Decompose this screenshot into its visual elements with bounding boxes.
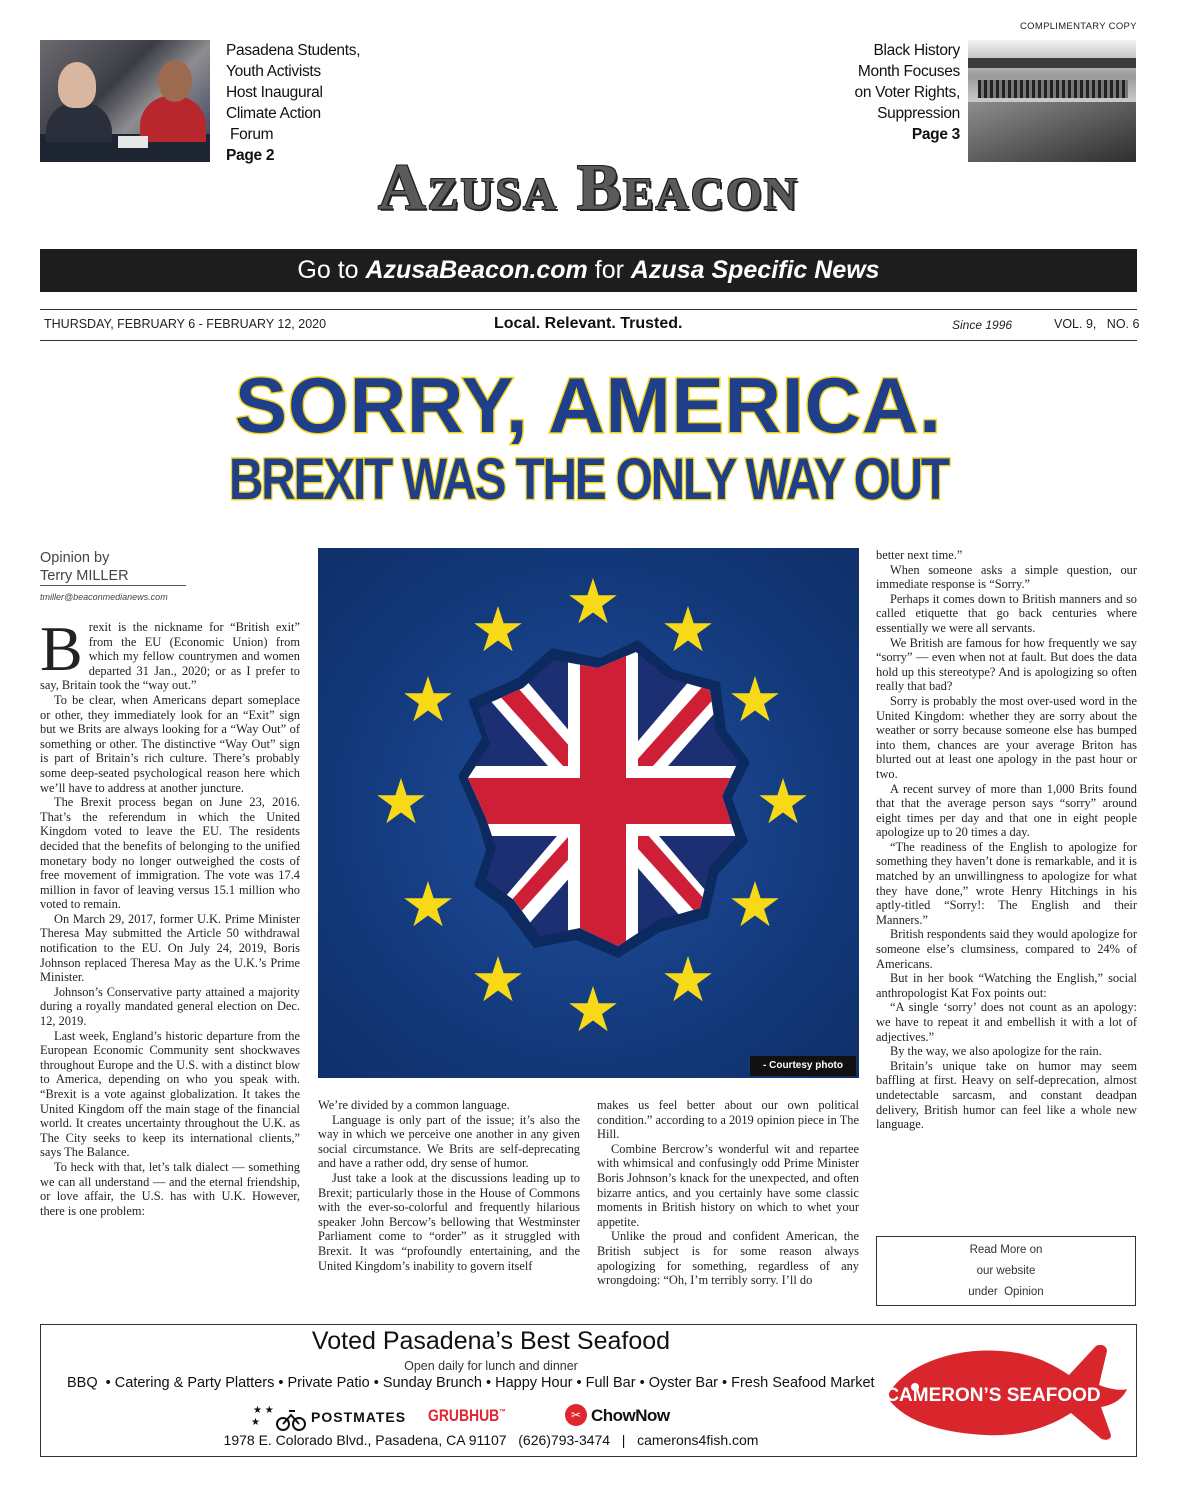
article-paragraph: The Brexit process began on June 23, 2016. That’s the referendum in which the United Kingdom voted to leave the EU. The residents decided that the benefits of belonging to the unified monetary body no longer outweighed the costs of free movement of immigration. The vote was 17.4 million in favor of leaving versus 15.1 million who voted to remain. (40, 795, 300, 912)
teaser-line: Pasadena Students, (226, 42, 361, 59)
teaser-page-link[interactable]: Page 3 (911, 126, 960, 143)
article-paragraph: Language is only part of the issue; it’s also the way in which we perceive one another in any given social circumstance. We Brits are self-deprecating and have a rather odd, dry sense of humor. (318, 1112, 580, 1171)
banner-middle: for (587, 256, 631, 284)
article-paragraph: Brexit is the nickname for “British exit” from the EU (Economic Union) from which my fellow countrymen and women departed 31 Jan., 2020; or as I prefer to say, Britain took the “way out.” (40, 613, 300, 693)
eu-flag-photo[interactable] (318, 548, 859, 1078)
teaser-climate-forum[interactable] (226, 40, 386, 166)
article-column-1 (40, 613, 300, 1218)
motto: Local. Relevant. Trusted. (494, 315, 683, 332)
grubhub-logo: GRUBHUB™ (428, 1406, 506, 1425)
voter-rights-photo[interactable] (968, 40, 1136, 162)
since-year: Since 1996 (952, 318, 1013, 332)
article-paragraph: Johnson’s Conservative party attained a majority during a royally mandated general election on Dec. 12, 2019. (40, 984, 300, 1029)
byline-label: Opinion by (40, 550, 110, 566)
article-paragraph: By the way, we also apologize for the rain. (890, 1044, 1102, 1059)
postmates-icon (251, 1403, 311, 1433)
ad-address: 1978 E. Colorado Blvd., Pasadena, CA 91107 (626)793-3474 | camerons4fish.com (223, 1432, 759, 1448)
article-paragraph: makes us feel better about our own political condition.” according to a 2019 opinion piece in The Hill. (597, 1098, 859, 1142)
article-paragraph: Perhaps it comes down to British manners and so called etiquette that go back centuries where essentially we were all servants. (876, 591, 1137, 635)
volume-number: VOL. 9, NO. 6 (1054, 317, 1140, 331)
dateline-bar (40, 309, 1140, 341)
article-column-3 (597, 1098, 859, 1288)
chownow-logo: ChowNow (591, 1406, 670, 1425)
article-paragraph: Britain’s unique take on humor may seem baffling at first. Heavy on self-deprecation, almost undetectable sarcasm, and constant deadpan delivery, British humor can feel like a whole new language. (876, 1058, 1137, 1132)
article-paragraph: Sorry is probably the most over-used word in the United Kingdom: whether they are sorry about the weather or sorry because someone else has bumped into them, chances are your average Briton has blurted out at least one apology in the past hour or two. (876, 693, 1137, 781)
ad-headline: Voted Pasadena’s Best Seafood (311, 1327, 671, 1355)
byline-author: Terry MILLER (40, 568, 186, 586)
teaser-line: Climate Action (226, 105, 321, 122)
headline-sub: BREXIT WAS THE ONLY WAY OUT (229, 447, 948, 512)
photo-credit: - Courtesy photo (750, 1056, 856, 1076)
teaser-page-link[interactable]: Page 2 (226, 147, 275, 164)
teaser-line: Youth Activists (226, 63, 321, 80)
complimentary-copy-label: COMPLIMENTARY COPY (1020, 21, 1137, 32)
ad-hours: Open daily for lunch and dinner (404, 1359, 578, 1373)
delivery-logos (251, 1403, 751, 1431)
teaser-line: Black History (873, 42, 960, 59)
teaser-black-history[interactable] (790, 40, 960, 145)
article-paragraph: Just take a look at the discussions leading up to Brexit; particularly those in the House of Commons with the ever-so-colorful and frequently hilarious speaker John Bercow’s bellowing that Westminster Parliament come to “order” as it struggled with Brexit. It was “profoundly entertaining, and the United Kingdom’s inability to govern itself (318, 1170, 580, 1273)
teaser-line: Month Focuses (857, 63, 960, 80)
climate-forum-photo[interactable] (40, 40, 210, 162)
article-paragraph: To heck with that, let’s talk dialect — something we can all understand — and the eternal friendship, or love affair, the U.S. has with U.K. However, there is one problem: (40, 1159, 300, 1218)
article-paragraph: Combine Bercrow’s wonderful wit and repartee with whimsical and confusingly odd Prime Minister Boris Johnson’s knack for the unexpected, and often bizarre antics, and you certainly have some classic moments in British history on which to whet your appetite. (597, 1141, 859, 1229)
svg-text:★ ★: ★ ★ (253, 1405, 274, 1416)
ad-services: BBQ • Catering & Party Platters • Private Patio • Sunday Brunch • Happy Hour • Full Bar • Oyster Bar • Fresh Seafood Market (67, 1375, 875, 1391)
banner-topic: Azusa Specific News (630, 256, 880, 284)
article-paragraph: Unlike the proud and confident American, the British subject is for some reason always apologizing for something, regardless of any wrongdoing: “Oh, I’m terribly sorry. I’ll do (597, 1229, 859, 1288)
article-paragraph: To be clear, when Americans depart someplace or other, they immediately look for an “Exit” sign but we Brits are always looking for a “Way Out” of something or other. The distinctive “Way Out” sign is part of Britain’s rich culture. There’s probably some deep-seated psychological reason here which we’ll have to address at another juncture. (40, 692, 300, 795)
read-more-box[interactable] (876, 1236, 1136, 1306)
article-paragraph: We’re divided by a common language. (318, 1098, 510, 1112)
article-column-2 (318, 1098, 580, 1273)
article-paragraph: British respondents said they would apologize for someone else’s clumsiness, compared to 24% of Americans. (876, 927, 1137, 971)
article-paragraph: “A single ‘sorry’ does not count as an apology: we have to repeat it and embellish it with a lot of adjectives.” (876, 1000, 1137, 1044)
brand-name: CAMERON’S SEAFOOD (885, 1385, 1101, 1406)
camerons-fish-logo[interactable] (881, 1339, 1131, 1443)
read-more-line: our website (976, 1265, 1036, 1277)
postmates-logo: POSTMATES (311, 1409, 407, 1425)
eu-flag-illustration (318, 548, 859, 1078)
banner-prefix: Go to (297, 256, 366, 284)
article-paragraph: better next time.” (876, 548, 963, 562)
svg-text:★: ★ (251, 1417, 260, 1428)
read-more-line: under Opinion (968, 1286, 1044, 1298)
article-paragraph: “The readiness of the English to apologize for something they haven’t done is remarkable, and it is matched by an unwillingness to apologize for what they have done,” wrote Henry Hitchings in his aptly-titled “Sorry!: The English and their Manners.” (876, 839, 1137, 927)
drop-cap: B (40, 613, 83, 684)
read-more-line: Read More on (969, 1244, 1043, 1256)
issue-date: THURSDAY, FEBRUARY 6 - FEBRUARY 12, 2020 (44, 317, 327, 331)
article-paragraph: A recent survey of more than 1,000 Brits found that that the average person says “sorry” around eight times per day and that one in eight people apologize up to 20 times a day. (876, 781, 1137, 840)
masthead: Azusa Beacon (377, 151, 799, 224)
article-paragraph: Last week, England’s historic departure from the European Economic Community sent shockwaves throughout Europe and the U.S. with a distinct blow to America, depending on who you speak with. “Brexit is a vote against globalization. It takes the United Kingdom off the main stage of the financial world. It creates uncertainty throughout the U.K. as The City seeks to keep its international clients,” says The Balance. (40, 1028, 300, 1160)
teaser-line: Host Inaugural (226, 84, 323, 101)
website-banner[interactable] (40, 249, 1137, 292)
teaser-line: on Voter Rights, (854, 84, 960, 101)
article-paragraph: But in her book “Watching the English,” social anthropologist Kat Fox points out: (876, 971, 1137, 1000)
chownow-icon: ✂ (565, 1404, 587, 1426)
banner-site-link[interactable]: AzusaBeacon.com (365, 256, 588, 284)
article-paragraph: We British are famous for how frequently we say “sorry” — even when not at fault. But does the data hold up this stereotype? And is apologizing so often really that bad? (876, 635, 1137, 694)
author-email-link[interactable]: tmiller@beaconmedianews.com (40, 592, 168, 602)
camerons-seafood-ad[interactable] (40, 1324, 1137, 1457)
article-paragraph: On March 29, 2017, former U.K. Prime Minister Theresa May submitted the Article 50 withdrawal notification to the EU. On July 24, 2019, Boris Johnson replaced Theresa May as the U.K.’s Prime Minister. (40, 911, 300, 985)
article-column-4 (876, 548, 1137, 1132)
article-paragraph: When someone asks a simple question, our immediate response is “Sorry.” (876, 562, 1137, 592)
headline-main: SORRY, AMERICA. (235, 361, 942, 449)
teaser-line: Suppression (877, 105, 960, 122)
teaser-line: Forum (226, 126, 274, 143)
